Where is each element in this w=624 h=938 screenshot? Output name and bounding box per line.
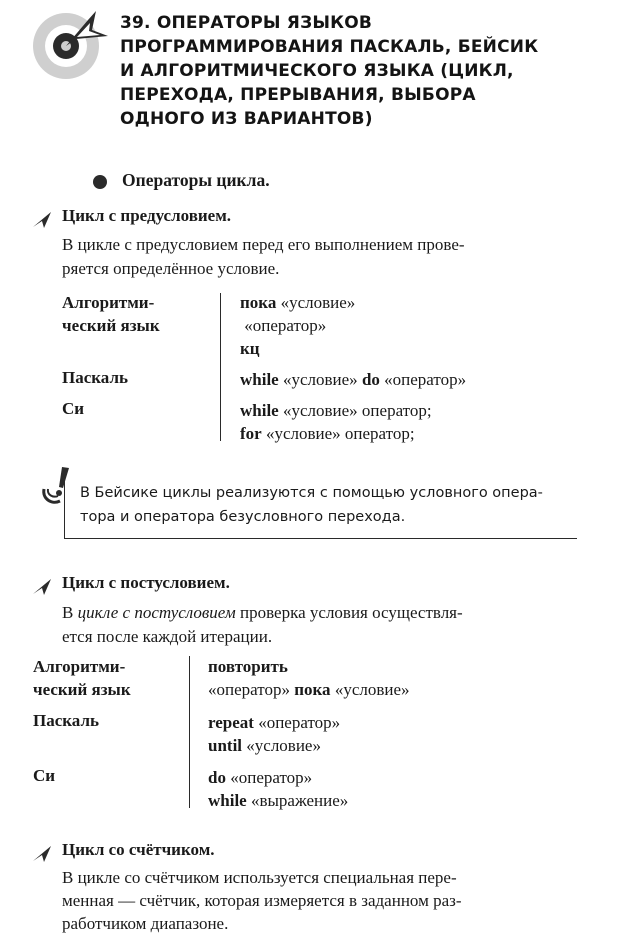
page-title [120,11,600,131]
syntax-code-pascal [208,711,340,757]
code-keyword: while [240,370,279,389]
title-line: И АЛГОРИТМИЧЕСКОГО ЯЗЫКА (ЦИКЛ, [120,61,514,81]
code-line [240,422,432,445]
code-line [240,337,355,360]
syntax-code-pascal [240,368,466,391]
code-line [208,789,348,812]
pointer-arrow-icon [32,578,52,596]
paragraph-line: ряется определённое условие. [62,259,280,278]
code-text: «выражение» [246,791,349,810]
section-heading-pre: Цикл с предусловием. [62,206,232,225]
table-divider [189,656,190,808]
code-text: «оператор» [225,768,313,787]
syntax-label-algo [33,655,131,701]
code-line [240,314,355,337]
code-text: «оператор» [379,370,467,389]
syntax-code-algo [240,291,355,360]
title-line: ПЕРЕХОДА, ПРЕРЫВАНИЯ, ВЫБОРА [120,85,476,105]
pointer-arrow-icon [32,845,52,863]
code-text: «оператор» [253,713,341,732]
paragraph-line [62,603,463,623]
code-text: «оператор» [208,680,295,699]
text-span: проверка условия осуществля- [235,603,463,622]
syntax-code-c [208,766,348,812]
section-heading-post: Цикл с постусловием. [62,573,230,592]
label-line: Алгоритми- [62,293,155,312]
paragraph-line: менная — счётчик, которая измеряется в заданном раз- [62,891,462,910]
code-line [240,399,432,422]
code-keyword: do [208,768,226,787]
code-text: «оператор» [240,316,327,335]
code-line [208,734,340,757]
note-line: тора и оператора безусловного перехода. [80,509,406,525]
code-line [208,766,348,789]
bullet-heading: Операторы цикла. [122,170,270,190]
code-keyword: repeat [208,713,254,732]
code-text: «условие» [242,736,321,755]
code-text: «условие» [276,293,356,312]
title-line: ПРОГРАММИРОВАНИЯ ПАСКАЛЬ, БЕЙСИК [120,37,539,57]
code-keyword: while [240,401,279,420]
label-line: ческий язык [33,680,131,699]
code-text: «условие» оператор; [278,401,432,420]
section-heading-counter: Цикл со счётчиком. [62,840,215,859]
text-span: В [62,603,78,622]
label-line: ческий язык [62,316,160,335]
code-keyword: until [208,736,243,755]
syntax-code-algo [208,655,410,701]
code-text: «условие» [278,370,362,389]
code-text: «условие» оператор; [261,424,415,443]
syntax-code-c [240,399,432,445]
syntax-label-c: Си [33,766,56,785]
syntax-label-algo [62,291,160,337]
code-keyword: for [240,424,262,443]
section-logo-icon [30,6,110,82]
code-line [208,655,410,678]
code-keyword: do [361,370,380,389]
pointer-arrow-icon [32,211,52,229]
paragraph-line: В цикле с предусловием перед его выполнением прове- [62,235,465,254]
code-text: «условие» [330,680,410,699]
paragraph-line: ется после каждой итерации. [62,627,273,646]
title-line: ОДНОГО ИЗ ВАРИАНТОВ) [120,109,373,129]
paragraph-line: В цикле со счётчиком используется специальная пере- [62,868,457,887]
code-line [240,368,466,391]
code-keyword: while [208,791,247,810]
code-keyword: повторить [208,657,288,676]
code-line [240,291,355,314]
code-line [208,711,340,734]
label-line: Алгоритми- [33,657,126,676]
code-keyword: пока [240,293,277,312]
title-line: 39. ОПЕРАТОРЫ ЯЗЫКОВ [120,13,373,33]
syntax-label-pascal: Паскаль [33,711,99,730]
syntax-label-c: Си [62,399,85,418]
code-line [208,678,410,701]
syntax-label-pascal: Паскаль [62,368,128,387]
code-keyword: пока [294,680,331,699]
code-keyword: кц [240,339,260,358]
italic-term: цикле с постусловием [77,603,236,622]
bullet-dot-icon [93,175,107,189]
note-line: В Бейсике циклы реализуются с помощью условного опера- [80,485,543,501]
paragraph-line: работчиком диапазоне. [62,914,229,933]
table-divider [220,293,221,441]
